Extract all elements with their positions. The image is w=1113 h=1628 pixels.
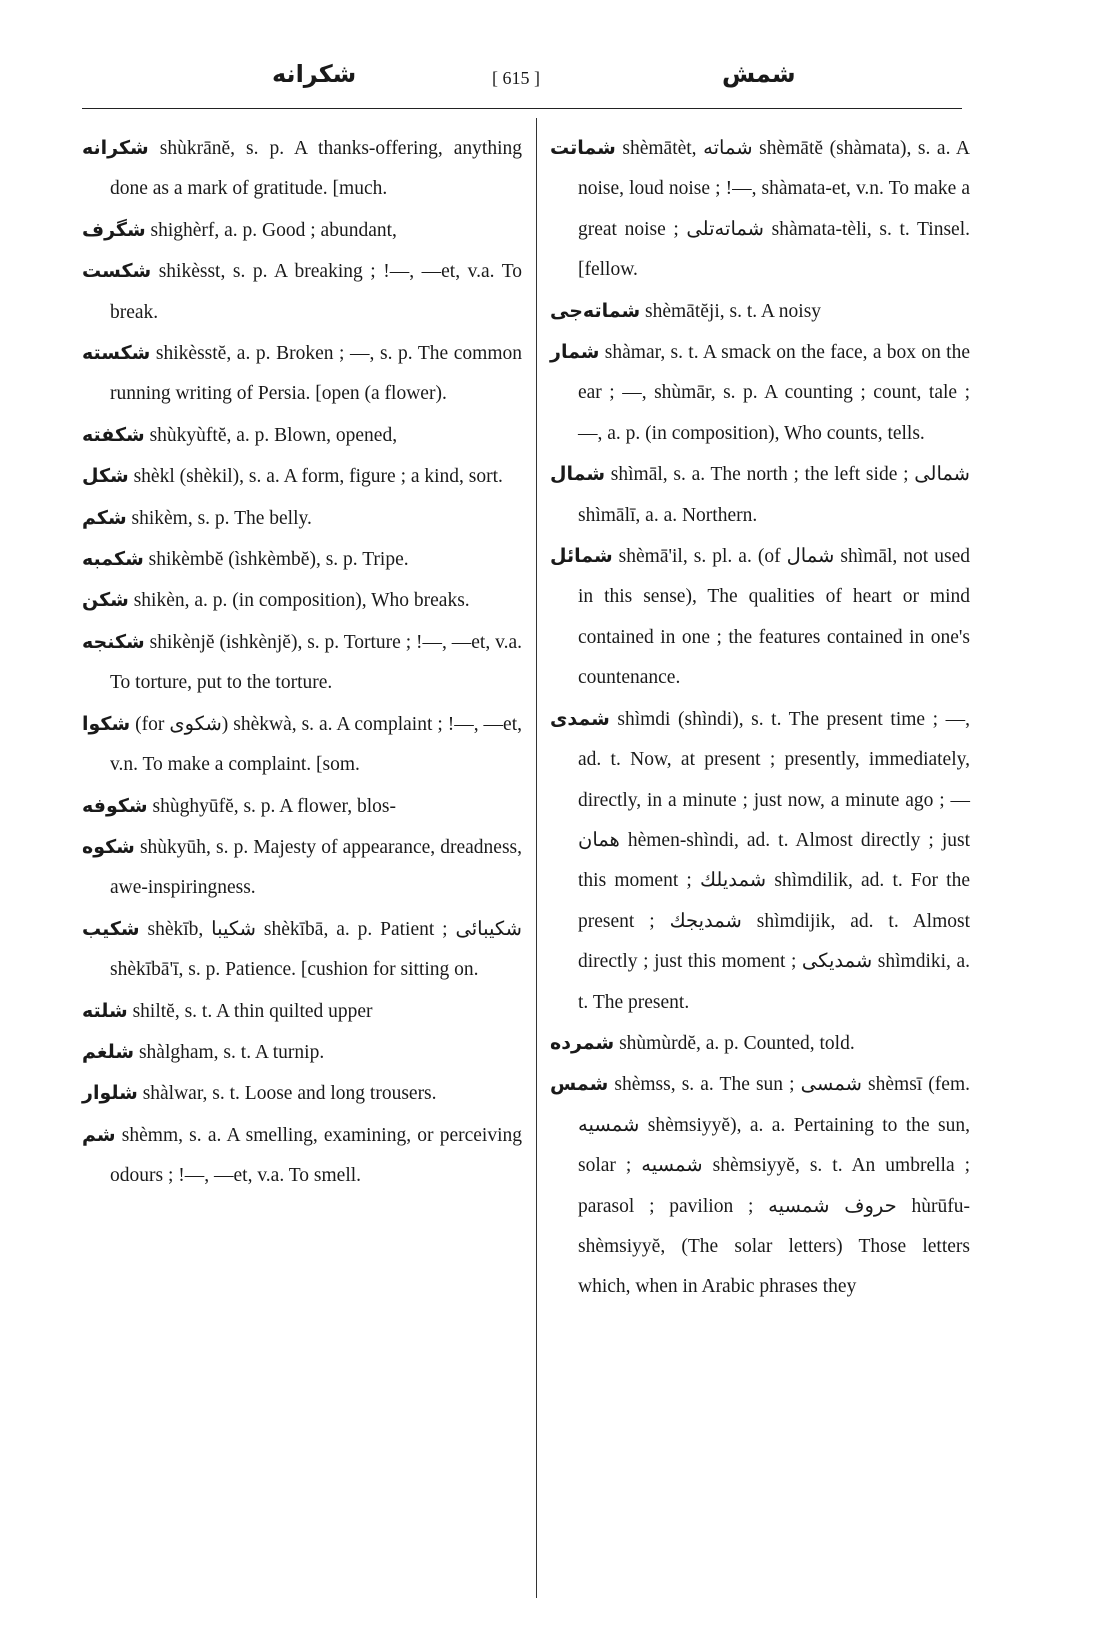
entry-arabic-headword: شكمبه [82, 548, 144, 571]
left-column [82, 128, 522, 1197]
header-rule [82, 108, 962, 109]
column-divider [536, 118, 537, 1598]
dictionary-entry [82, 498, 522, 539]
entry-definition: shiltĕ, s. t. A thin quilted upper [127, 1000, 373, 1022]
entry-arabic-headword: شكن [82, 589, 129, 612]
entry-arabic-headword: شلته [82, 999, 128, 1022]
dictionary-entry [82, 909, 522, 991]
entry-arabic-headword: شكفته [82, 423, 145, 446]
entry-arabic-headword: شمدى [550, 707, 610, 730]
dictionary-entry [550, 699, 970, 1023]
dictionary-entry [82, 251, 522, 333]
entry-arabic-headword: شمال [550, 463, 606, 486]
dictionary-entry [82, 1115, 522, 1197]
dictionary-entry [82, 456, 522, 497]
dictionary-entry [82, 333, 522, 415]
entry-definition: shùghyūfĕ, s. p. A flower, blos- [147, 795, 396, 817]
entry-arabic-headword: شكم [82, 506, 127, 529]
dictionary-entry [550, 332, 970, 454]
dictionary-entry [82, 210, 522, 251]
entry-arabic-headword: شگرف [82, 218, 146, 241]
entry-arabic-headword: شمائل [550, 545, 613, 568]
right-column [550, 128, 970, 1308]
entry-arabic-headword: شماتت [550, 137, 616, 159]
page-header [82, 60, 962, 100]
entry-definition: shighèrf, a. p. Good ; abundant, [145, 219, 397, 241]
entry-definition: shikèn, a. p. (in composition), Who breaks. [128, 590, 470, 612]
entry-definition: shèmātèt, شماته shèmātĕ (shàmata), s. a. A noise, loud noise ; !—, shàmata-et, v.n. To make a great noise ; شماته‌تلى shàmata-tèli, s. t. Tinsel. [fellow. [578, 138, 971, 281]
entry-arabic-headword: شكنجه [82, 630, 145, 653]
entry-definition: shùkyùftĕ, a. p. Blown, opened, [144, 424, 398, 446]
entry-definition: shèmātĕji, s. t. A noisy [640, 300, 822, 322]
entry-definition: shèmss, s. a. The sun ; شمسى shèmsī (fem. شمسيه shèmsiyyĕ), a. a. Pertaining to the sun, solar ; شمسيه shèmsiyyĕ, s. t. An umbrella ; parasol ; pavilion ; حروف شمسيه hùrūfu-shèmsiyyĕ, (The solar letters) Those letters which, when in Arabic phrases they [578, 1074, 971, 1298]
dictionary-entry [550, 291, 970, 332]
entry-definition: shikèsst, s. p. A breaking ; !—, —et, v.a. To break. [110, 261, 522, 323]
entry-arabic-headword: شم [82, 1123, 116, 1146]
dictionary-entry [550, 536, 970, 699]
entry-definition: shùmùrdĕ, a. p. Counted, told. [614, 1032, 855, 1054]
entry-arabic-headword: شمرده [550, 1031, 615, 1054]
entry-definition: shìmāl, s. a. The north ; the left side ; شمالى shìmālī, a. a. Northern. [578, 464, 970, 526]
entry-definition: shikènjĕ (ishkènjĕ), s. p. Torture ; !—, —et, v.a. To torture, put to the torture. [110, 631, 522, 694]
dictionary-entry [82, 786, 522, 827]
entry-definition: (for شكوى) shèkwà, s. a. A complaint ; !—, —et, v.n. To make a complaint. [som. [110, 713, 522, 776]
entry-arabic-headword: شلغم [82, 1040, 135, 1063]
entry-arabic-headword: شكرانه [82, 137, 149, 159]
dictionary-entry [82, 1073, 522, 1114]
dictionary-entry [82, 704, 522, 786]
entry-arabic-headword: شمار [550, 341, 600, 364]
entry-arabic-headword: شماته‌جى [550, 299, 641, 322]
entry-definition: shùkyūh, s. p. Majesty of appearance, dreadness, awe-inspiringness. [110, 836, 522, 899]
entry-arabic-headword: شكست [82, 260, 152, 283]
entry-arabic-headword: شكوفه [82, 794, 148, 817]
entry-definition: shèkīb, شكيبا shèkībā, a. p. Patient ; شكيبائى shèkībā'ī, s. p. Patience. [cushion for sitting on. [110, 918, 522, 981]
dictionary-entry [82, 128, 522, 210]
entry-definition: shèmā'il, s. pl. a. (of شمال shìmāl, not used in this sense), The qualities of heart or mind contained in one ; the features contained in one's countenance. [578, 546, 970, 689]
page-number: [ 615 ] [492, 68, 540, 88]
entry-definition: shikèm, s. p. The belly. [126, 507, 312, 529]
header-left-catchword: شكرانه [272, 60, 357, 88]
entry-definition: shàlgham, s. t. A turnip. [134, 1041, 325, 1063]
entry-definition: shàmar, s. t. A smack on the face, a box on the ear ; —, shùmār, s. p. A counting ; count, tale ; —, a. p. (in composition), Who counts, tells. [578, 342, 970, 444]
entry-arabic-headword: شكوه [82, 835, 135, 858]
entry-definition: shikèsstĕ, a. p. Broken ; —, s. p. The common running writing of Persia. [open (a flower). [110, 343, 522, 405]
entry-definition: shàlwar, s. t. Loose and long trousers. [137, 1083, 437, 1105]
dictionary-entry [82, 991, 522, 1032]
dictionary-entry [82, 827, 522, 909]
dictionary-entry [550, 454, 970, 536]
dictionary-entry [550, 1023, 970, 1064]
entry-arabic-headword: شكوا [82, 712, 131, 735]
entry-definition: shìmdi (shìndi), s. t. The present time ; —, ad. t. Now, at present ; presently, immediately, directly, in a minute ; just now, a minute ago ; —همان hèmen-shìndi, ad. t. Almost directly ; just this moment ; شمديلك shìmdilik, ad. t. For the present ; شمديجك shìmdijik, ad. t. Almost directly ; just this moment ; شمديكى shìmdiki, a. t. The present. [578, 708, 970, 1013]
entry-arabic-headword: شكل [82, 465, 129, 488]
dictionary-entry [82, 539, 522, 580]
entry-arabic-headword: شكيب [82, 917, 140, 940]
entry-definition: shèkl (shèkil), s. a. A form, figure ; a kind, sort. [128, 466, 503, 488]
dictionary-entry [550, 1064, 970, 1307]
dictionary-entry [82, 580, 522, 621]
entry-arabic-headword: شمس [550, 1073, 609, 1096]
dictionary-entry [550, 128, 970, 291]
entry-definition: shèmm, s. a. A smelling, examining, or perceiving odours ; !—, —et, v.a. To smell. [110, 1124, 522, 1187]
entry-arabic-headword: شلوار [82, 1082, 138, 1105]
entry-arabic-headword: شكسته [82, 342, 151, 365]
entry-definition: shikèmbĕ (ìshkèmbĕ), s. p. Tripe. [143, 549, 409, 571]
dictionary-entry [82, 415, 522, 456]
dictionary-entry [82, 622, 522, 704]
entry-definition: shùkrānĕ, s. p. A thanks-offering, anything done as a mark of gratitude. [much. [110, 138, 522, 200]
dictionary-entry [82, 1032, 522, 1073]
header-right-catchword: شمش [722, 60, 796, 88]
